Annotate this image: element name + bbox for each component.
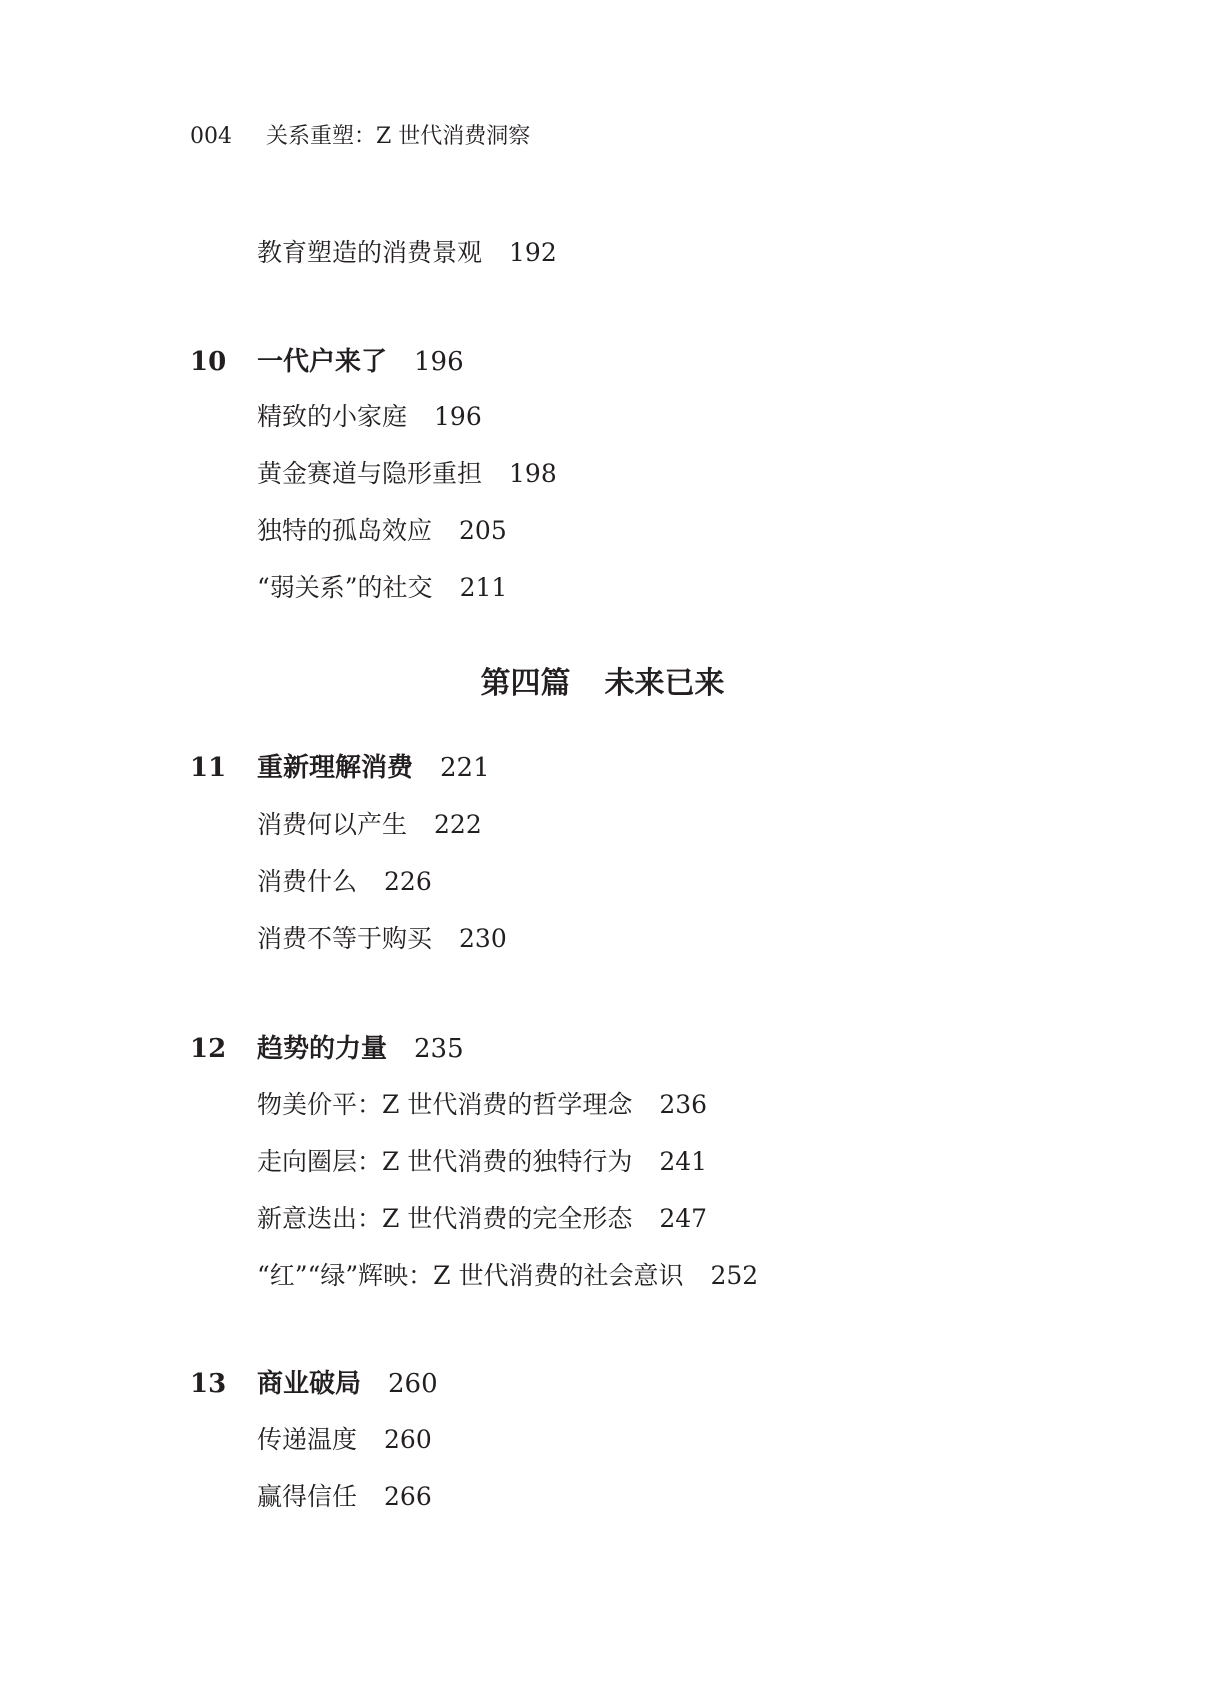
chapter-number: 11 [190,753,227,783]
section-title: “弱关系”的社交 [257,573,433,602]
toc-section-entry [257,1480,432,1514]
section-page: 230 [459,924,507,953]
toc-section-entry [257,514,507,548]
chapter-title: 一代户来了 [257,347,388,377]
toc-section-entry [257,1259,758,1293]
section-title: 精致的小家庭 [257,402,408,431]
toc-chapter-entry [190,1032,464,1066]
section-page: 252 [710,1261,759,1290]
section-title: 传递温度 [257,1425,358,1454]
section-page: 236 [659,1090,708,1119]
section-page: 247 [659,1204,708,1233]
chapter-number: 10 [190,347,227,377]
section-page: 260 [384,1425,432,1454]
toc-chapter-entry [190,345,464,379]
chapter-title: 趋势的力量 [257,1034,388,1064]
part-label: 第四篇 [480,666,571,701]
toc-section-entry [257,1088,707,1122]
section-title: 消费不等于购买 [257,924,433,953]
chapter-number: 13 [190,1369,227,1399]
chapter-title: 商业破局 [257,1369,362,1399]
chapter-page: 235 [414,1034,464,1064]
toc-chapter-entry [190,1367,438,1401]
section-page: 211 [459,573,508,602]
chapter-number: 12 [190,1034,227,1064]
chapter-title: 重新理解消费 [257,753,414,783]
section-title: 走向圈层：Z 世代消费的独特行为 [257,1147,633,1176]
part-heading [0,664,1205,704]
section-page: 205 [459,516,507,545]
section-title: 赢得信任 [257,1482,358,1511]
section-title: 物美价平：Z 世代消费的哲学理念 [257,1090,633,1119]
toc-chapter-entry [190,751,490,785]
section-page: 196 [434,402,482,431]
section-title: 教育塑造的消费景观 [257,238,483,267]
section-title: 消费什么 [257,867,358,896]
section-page: 241 [659,1147,708,1176]
book-title: 关系重塑：Z 世代消费洞察 [266,124,531,149]
toc-section-entry [257,1423,432,1457]
section-page: 226 [384,867,432,896]
chapter-page: 221 [440,753,490,783]
toc-section-entry [257,865,432,899]
chapter-page: 260 [388,1369,438,1399]
section-title: 独特的孤岛效应 [257,516,433,545]
page-number: 004 [190,124,232,149]
toc-section-entry [257,457,557,491]
section-page: 192 [509,238,557,267]
toc-section-entry [257,400,482,434]
chapter-page: 196 [414,347,464,377]
section-title: 黄金赛道与隐形重担 [257,459,483,488]
section-title: 消费何以产生 [257,810,408,839]
toc-section-entry [257,236,557,270]
toc-section-entry [257,808,482,842]
section-page: 222 [434,810,482,839]
section-title: “红”“绿”辉映：Z 世代消费的社会意识 [257,1261,684,1290]
part-title: 未来已来 [604,666,725,701]
section-page: 266 [384,1482,432,1511]
section-title: 新意迭出：Z 世代消费的完全形态 [257,1204,633,1233]
toc-section-entry [257,1145,707,1179]
toc-section-entry [257,922,507,956]
toc-section-entry [257,571,507,605]
section-page: 198 [509,459,557,488]
toc-section-entry [257,1202,707,1236]
